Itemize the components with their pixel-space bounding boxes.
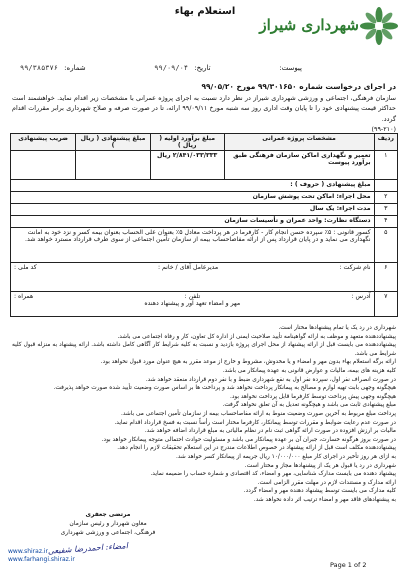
row-spec: کسور قانونی : ۵٪ سپرده حسن انجام کار - کارفرما در هر پرداخت معادل ۵٪ بعنوان علی الحساب بعنوان بیمه کسر و نزد خود به امانت نگهداری می نماید و در پایان قرارداد پس از ارائه مفاصاحساب بیمه از سازمان تأمین اجتماعی از سوی طرف قرارداد مسترد خواهد شد. <box>11 228 375 263</box>
company-label: نام شرکت : <box>339 264 371 271</box>
letter-date <box>154 64 210 72</box>
intro-paragraph <box>12 82 396 135</box>
list-item: در صورت عدم رعایت ضوابط و مقررات توسط پیمانکار، کارفرما مختار است رأساً نسبت به فسخ قرارداد اقدام نماید. <box>114 419 396 426</box>
list-item: پیشنهاددهنده متعهد و موظف به ارائه گواهینامه تأیید صلاحیت ایمنی از اداره کل تعاون، کار و رفاه اجتماعی می باشد. <box>117 333 396 340</box>
website-link[interactable]: www.shiraz.ir <box>8 548 49 555</box>
table-row <box>11 292 398 317</box>
list-item: شهرداری در رد یک یا تمام پیشنهادها مختار است. <box>278 325 396 331</box>
number-value: ۹۹/۳۸۵۳۷۶ <box>20 64 58 72</box>
list-item: در صورت انصراف نفر اول، سپرده نفر اول به نفع شهرداری ضبط و با نفر دوم قرارداد منعقد خواهد شد. <box>145 376 396 383</box>
table-row <box>11 180 398 192</box>
table-row <box>11 192 398 204</box>
intro-heading: در اجرای درخواست شماره ۹۹/۳۰۱۶۵۰ مورخ ۹۹/۰۵/۲۰ <box>201 82 396 91</box>
company-line <box>14 264 371 271</box>
row-no: ۵ <box>374 228 397 263</box>
list-item: کلیه هزینه های بیمه، مالیات و عوارض قانونی به عهده پیمانکار می باشد. <box>222 367 396 374</box>
list-item: مالیات بر ارزش افزوده در صورت ارائه گواهی ثبت نام در نظام مالیاتی به مبلغ قرارداد اضافه خواهد شد. <box>144 428 396 435</box>
table-row <box>11 151 398 180</box>
row-spec: دستگاه نظارت: واحد عمران و تأسیسات سازمان <box>11 216 375 228</box>
signer-title: معاون شهردار و رئیس سازمان <box>69 520 147 527</box>
list-item: مبلغ پیشنهادی ثابت می باشد و هیچگونه تعدیل به آن تعلق نخواهد گرفت. <box>222 402 396 409</box>
row-bid-in-words[interactable]: مبلغ پیشنهادی ( حروف ) : <box>11 180 375 192</box>
header-estimate: مبلغ برآورد اولیه ( ریال ) <box>150 134 224 151</box>
page-number: Page 1 of 2 <box>330 561 367 569</box>
signature-block <box>58 510 158 537</box>
row-no: ۲ <box>374 192 397 204</box>
address-label: آدرس : <box>351 293 371 300</box>
list-item: پیشنهاددهنده می بایست قبل از ارائه پیشنهاد از محل اجرای پروژه بازدید و نسبت به کلیه شرایط کار آگاهی کامل داشته باشد. ارائه پیشنهاد به منزله قبول کلیه شرایط می باشد. <box>12 342 396 357</box>
website-link[interactable]: www.farhangi.shiraz.ir <box>8 556 75 563</box>
signer-name: مرتضی جعفری <box>85 511 131 518</box>
letter-meta <box>20 64 302 72</box>
economic-code-label: کد ملی : <box>14 264 37 271</box>
company-info-cell[interactable] <box>11 263 375 292</box>
footer-websites <box>8 548 75 564</box>
row-no: ۴ <box>374 216 397 228</box>
signer-org: فرهنگی، اجتماعی و ورزشی شهرداری <box>60 529 156 536</box>
number-label: شماره: <box>64 64 86 72</box>
list-item: به ازای هر روز تأخیر در اجرای کار مبلغ ۱۰/۰۰۰/۰۰۰ ریال جریمه از پیمانکار کسر خواهد شد. <box>176 453 396 460</box>
row-no: ۱ <box>374 151 397 180</box>
header-row-no: ردیف <box>374 134 397 151</box>
header-coefficient: ضریب پیشنهادی <box>11 134 76 151</box>
list-item: کلیه مدارک می بایست توسط پیشنهاد دهنده مهر و امضاء گردد. <box>243 488 396 495</box>
address-line <box>14 293 371 300</box>
list-item: پرداخت مبلغ مربوط به آخرین صورت وضعیت منوط به ارائه مفاصاحساب بیمه از سازمان تأمین اجتماعی می باشد. <box>121 410 396 417</box>
row-spec: تعمیر و نگهداری اماکن سازمان فرهنگی طبق برآورد پیوست <box>224 151 374 180</box>
row-spec: مدت اجراء: یک سال <box>11 204 375 216</box>
row-no: ۷ <box>374 292 397 317</box>
logo <box>259 6 399 52</box>
row-spec: محل اجراء: اماکن تحت پوشش سازمان <box>11 192 375 204</box>
table-row <box>11 263 398 292</box>
list-item: ارائه مدارک و مستندات لازم در مهلت مقرر الزامی است. <box>257 479 396 486</box>
address-info-cell[interactable] <box>11 292 375 317</box>
table-row <box>11 228 398 263</box>
bid-input-cell[interactable] <box>76 151 151 180</box>
list-item: شهرداری در رد یا قبول هر یک از پیشنهادها مجاز و مختار است. <box>244 462 396 469</box>
org-name: شهرداری شیراز <box>259 16 359 34</box>
date-label: تاریخ: <box>194 64 211 72</box>
attachment-label: پیوست: <box>279 64 302 72</box>
seal-label: مهر و امضاء تعهد آور و پیشنهاد دهنده <box>144 300 241 307</box>
list-item: هیچگونه وجهی بابت تهیه لوازم و مصالح به پیمانکار پرداخت نخواهد شد و پرداخت ها بر اساس صورت وضعیت تأیید شده صورت خواهد پذیرفت. <box>53 385 396 392</box>
list-item: به پیشنهادهای فاقد مهر و امضاء ترتیب اثر داده نخواهد شد. <box>253 496 396 503</box>
row-estimate: ۲/۸۴۱/۰۳۳/۳۳۳ ریال <box>150 151 224 180</box>
terms-list <box>12 324 396 504</box>
list-item: پیشنهاددهنده مکلف است قبل از ارائه پیشنهاد در خصوص اطلاعات مندرج در این استعلام تحقیقات لازم را انجام دهد. <box>117 445 396 452</box>
header-spec: مشخصات پروژه عمرانی <box>224 134 374 151</box>
row-no: ۶ <box>374 263 397 292</box>
letter-attachment <box>279 64 302 72</box>
list-item: پیشنهاد دهنده می بایست مدارک شناسایی، مهر و امضاء، کد اقتصادی و شماره حساب را ضمیمه نماید. <box>150 471 396 478</box>
table-row <box>11 204 398 216</box>
municipality-logo-icon <box>359 6 399 46</box>
row-no <box>374 180 397 192</box>
list-item: هیچگونه وجهی پیش پرداخت توسط کارفرما قابل پرداخت نخواهد بود. <box>229 393 396 400</box>
list-item: در صورت بروز هرگونه خسارت، جبران آن بر عهده پیمانکار می باشد و مسئولیت حوادث احتمالی متوجه پیمانکار خواهد بود. <box>101 436 396 443</box>
table-header <box>11 134 398 151</box>
mobile-label: همراه : <box>14 293 34 300</box>
phone-label: تلفن : <box>184 293 201 300</box>
signature-stamp: امضاء: احمدرضا شفیعی <box>47 541 129 556</box>
date-value: ۹۹/۰۹/۰۴ <box>154 64 189 72</box>
header-bid: مبلغ پیشنهادی ( ریال ) <box>76 134 151 151</box>
coefficient-input-cell[interactable] <box>11 151 76 180</box>
intro-ref: (۹۹-۲۱۰) <box>371 125 396 134</box>
list-item: ارائه برگه استعلام بهاء بدون مهر و امضاء و یا مخدوش، مشروط و خارج از موعد مقرر به هیچ عنوان مورد قبول نخواهد بود. <box>100 359 396 366</box>
manager-label: مدیرعامل آقای / خانم : <box>157 264 219 271</box>
intro-body: سازمان فرهنگی، اجتماعی و ورزشی شهرداری شیراز در نظر دارد نسبت به اجرای پروژه عمرانی با مشخصات زیر اقدام نماید. خواهشمند است حداکثر قیمت پیشنهادی خود را تا پایان وقت اداری روز سه شنبه مورخ ۹۹/۰۹/۱۱ ارائه، تا در صورت صرفه و صلاح شهرداری برابر مقررات اقدام گردد. <box>12 93 396 123</box>
project-table <box>10 133 398 317</box>
document-title: استعلام بهاء <box>174 6 236 17</box>
table-row <box>11 216 398 228</box>
row-no: ۳ <box>374 204 397 216</box>
letter-number <box>20 64 86 72</box>
